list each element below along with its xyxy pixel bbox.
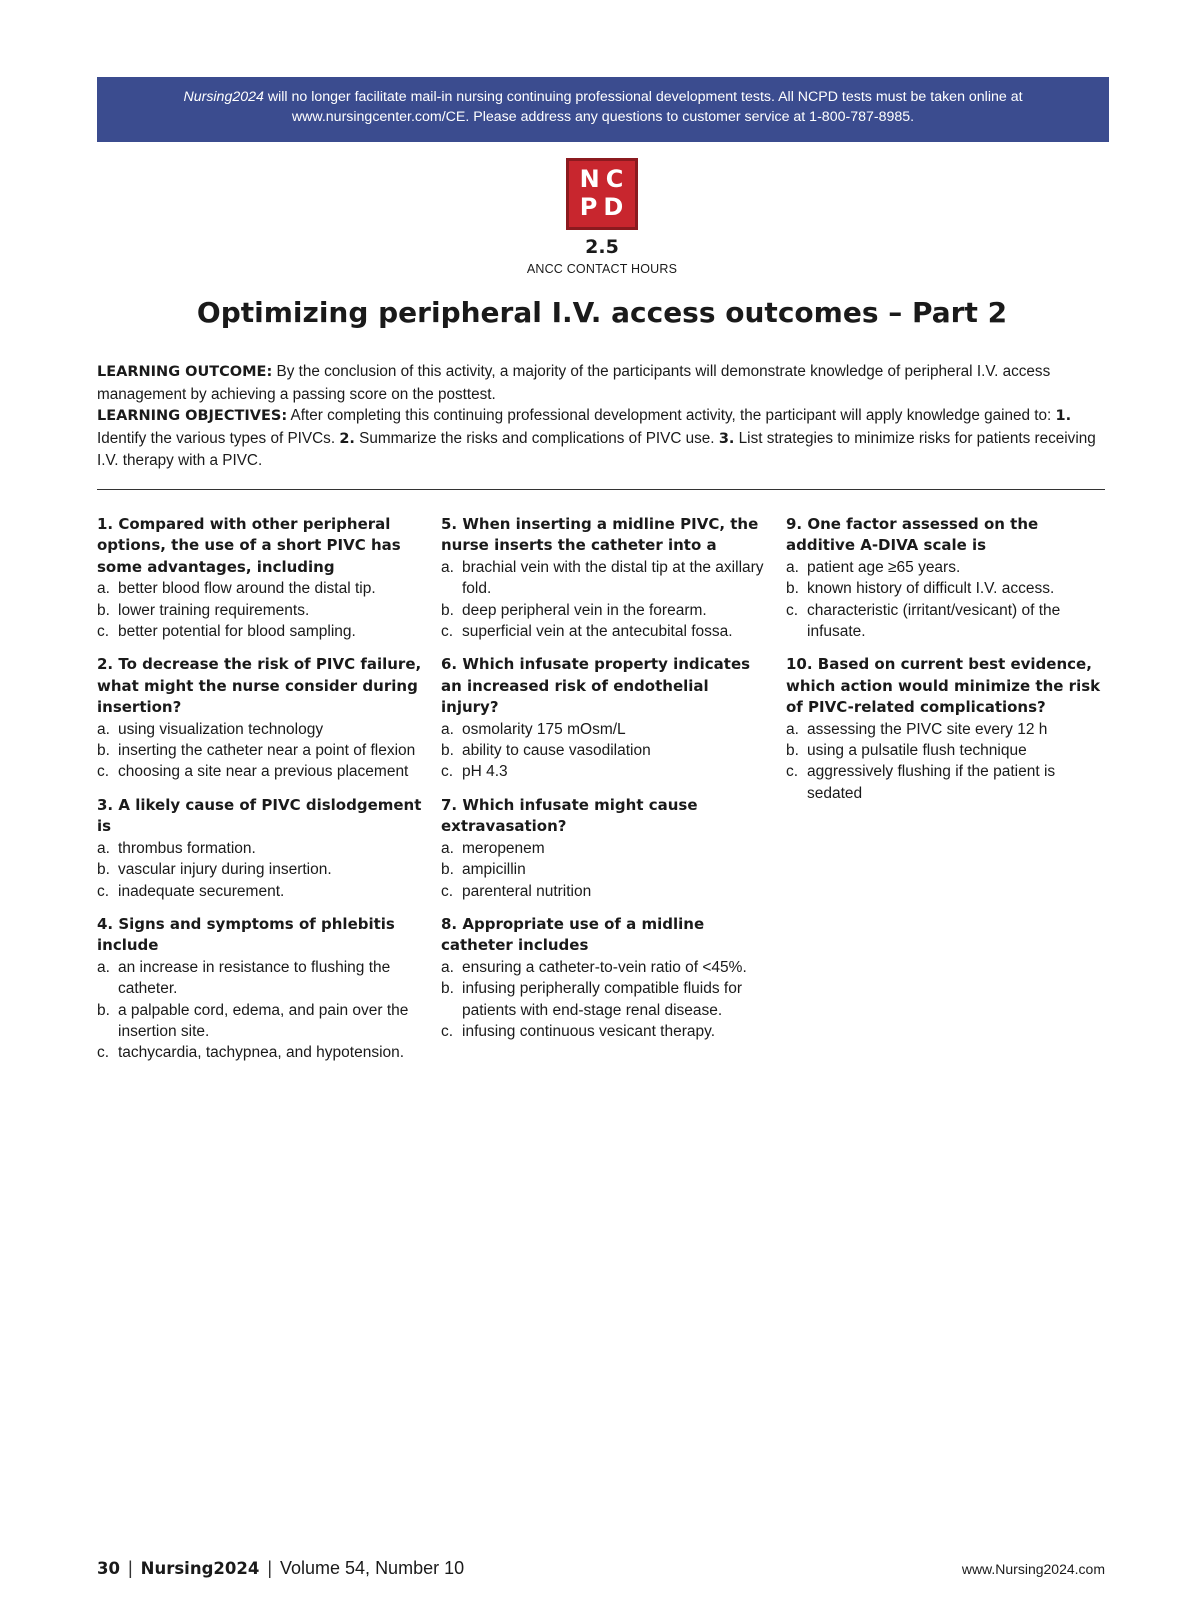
option-a <box>786 557 1106 578</box>
option-text: using visualization technology <box>118 720 324 738</box>
option-letter: a. <box>441 558 454 576</box>
option-text: thrombus formation. <box>118 839 256 857</box>
question-7 <box>441 795 771 902</box>
option-letter: a. <box>441 958 454 976</box>
option-b <box>786 578 1106 599</box>
objective-2-text: Summarize the risks and complications of PIVC use. <box>354 429 719 447</box>
option-a <box>441 957 771 978</box>
option-a <box>441 719 771 740</box>
learning-objectives <box>97 405 1109 472</box>
option-c <box>441 761 771 782</box>
option-letter: c. <box>97 1044 110 1062</box>
learning-outcome-label: LEARNING OUTCOME: <box>97 364 273 380</box>
option-b <box>97 859 427 880</box>
option-b <box>441 859 771 880</box>
option-b <box>97 1000 427 1043</box>
contact-hours-label: ANCC CONTACT HOURS <box>526 262 678 276</box>
question-text: 1. Compared with other peripheral options, the use of a short PIVC has some advantages, including <box>97 515 401 576</box>
option-letter: b. <box>97 742 110 760</box>
option-text: aggressively flushing if the patient is sedated <box>807 763 1056 802</box>
learning-outcome-text: By the conclusion of this activity, a majority of the participants will demonstrate knowledge of peripheral I.V. access management by achieving a passing score on the posttest. <box>97 363 1051 403</box>
option-list <box>441 957 771 1043</box>
option-text: infusing continuous vesicant therapy. <box>462 1022 716 1040</box>
magazine-name: Nursing2024 <box>140 1559 260 1578</box>
option-letter: c. <box>441 623 454 641</box>
option-a <box>97 578 427 599</box>
option-text: ampicillin <box>462 861 526 879</box>
issue-info: Volume 54, Number 10 <box>280 1558 465 1578</box>
option-text: deep peripheral vein in the forearm. <box>462 601 707 619</box>
objective-3-text: List strategies to minimize risks for patients receiving I.V. therapy with a PIVC. <box>97 429 1096 470</box>
question-4 <box>97 914 427 1064</box>
option-c <box>441 621 771 642</box>
option-list <box>786 719 1106 805</box>
option-b <box>441 740 771 761</box>
option-text: osmolarity 175 mOsm/L <box>462 720 626 738</box>
option-text: tachycardia, tachypnea, and hypotension. <box>118 1044 405 1062</box>
banner-line-2: www.nursingcenter.com/CE. Please address any questions to customer service at 1-800-787-8985. <box>291 108 915 125</box>
option-a <box>97 838 427 859</box>
objective-1-number: 1. <box>1055 408 1072 425</box>
option-letter: c. <box>97 623 110 641</box>
notice-banner <box>97 77 1109 142</box>
ncpd-logo-top: NC <box>579 165 630 193</box>
option-text: lower training requirements. <box>118 601 310 619</box>
footer-issue-info <box>97 1558 464 1579</box>
footer-website: www.Nursing2024.com <box>961 1561 1105 1577</box>
option-text: pH 4.3 <box>462 763 508 781</box>
option-text: brachial vein with the distal tip at the axillary fold. <box>462 558 764 598</box>
option-letter: b. <box>441 861 454 879</box>
option-b <box>786 740 1106 761</box>
banner-line-1-text: will no longer facilitate mail-in nursing continuing professional development tests. All NCPD tests must be taken online at <box>263 89 1023 105</box>
learning-outcome <box>97 361 1109 405</box>
ncpd-logo-bottom: PD <box>579 193 630 221</box>
option-text: inadequate securement. <box>118 882 285 900</box>
option-text: an increase in resistance to flushing the catheter. <box>118 958 391 998</box>
option-list <box>97 838 427 902</box>
footer-separator: | <box>127 1558 133 1578</box>
option-list <box>441 838 771 902</box>
option-c <box>97 881 427 902</box>
question-text: 2. To decrease the risk of PIVC failure, what might the nurse consider during insertion? <box>97 655 422 717</box>
option-letter: a. <box>97 958 110 976</box>
option-text: known history of difficult I.V. access. <box>807 580 1055 598</box>
contact-hours-value: 2.5 <box>585 236 619 258</box>
option-a <box>97 719 427 740</box>
question-text: 7. Which infusate might cause extravasation? <box>441 795 698 836</box>
question-6 <box>441 654 771 782</box>
question-1 <box>97 514 427 642</box>
question-2 <box>97 654 427 782</box>
question-text: 5. When inserting a midline PIVC, the nurse inserts the catheter into a <box>441 515 759 555</box>
option-letter: b. <box>441 601 454 619</box>
question-10 <box>786 654 1106 804</box>
option-letter: a. <box>97 720 110 738</box>
option-c <box>441 881 771 902</box>
option-text: ensuring a catheter-to-vein ratio of <45%. <box>462 958 747 976</box>
question-8 <box>441 914 771 1042</box>
option-letter: a. <box>786 558 799 576</box>
option-letter: c. <box>441 1022 454 1040</box>
objective-2-number: 2. <box>339 430 355 447</box>
option-a <box>441 557 771 600</box>
option-letter: c. <box>786 601 799 619</box>
option-list <box>441 557 771 643</box>
learning-intro <box>97 361 1109 472</box>
option-letter: b. <box>97 861 110 879</box>
option-b <box>97 740 427 761</box>
option-letter: c. <box>786 763 799 781</box>
option-text: parenteral nutrition <box>462 882 592 900</box>
option-text: infusing peripherally compatible fluids for patients with end-stage renal disease. <box>462 980 743 1019</box>
learning-objectives-label: LEARNING OBJECTIVES: <box>97 408 288 425</box>
option-list <box>97 719 427 783</box>
option-c <box>441 1021 771 1042</box>
option-letter: b. <box>97 601 110 619</box>
option-text: characteristic (irritant/vesicant) of the infusate. <box>807 601 1061 641</box>
option-text: choosing a site near a previous placement <box>118 763 409 781</box>
option-letter: b. <box>97 1001 110 1019</box>
option-letter: c. <box>97 882 110 900</box>
option-letter: b. <box>786 580 799 598</box>
question-text: 9. One factor assessed on the additive A-DIVA scale is <box>786 515 1039 555</box>
option-a <box>97 957 427 1000</box>
question-column-1 <box>97 514 427 1076</box>
option-letter: b. <box>441 980 454 998</box>
footer-separator: | <box>267 1558 272 1578</box>
page-title: Optimizing peripheral I.V. access outcomes – Part 2 <box>196 296 1008 329</box>
page-number: 30 <box>97 1559 120 1578</box>
option-text: better blood flow around the distal tip. <box>118 580 376 598</box>
option-letter: a. <box>441 839 454 857</box>
option-a <box>786 719 1106 740</box>
option-letter: a. <box>786 720 799 738</box>
option-b <box>97 600 427 621</box>
option-text: vascular injury during insertion. <box>118 861 332 879</box>
option-b <box>441 600 771 621</box>
option-letter: a. <box>97 580 110 598</box>
option-letter: c. <box>97 763 110 781</box>
question-3 <box>97 795 427 902</box>
option-letter: b. <box>786 742 799 760</box>
option-letter: b. <box>441 742 454 760</box>
option-a <box>441 838 771 859</box>
question-text: 3. A likely cause of PIVC dislodgement is <box>97 795 422 836</box>
option-c <box>786 600 1106 643</box>
option-text: ability to cause vasodilation <box>462 742 651 760</box>
option-letter: c. <box>441 882 454 900</box>
objective-1-text: Identify the various types of PIVCs. <box>97 429 340 447</box>
question-column-3 <box>786 514 1106 816</box>
option-text: better potential for blood sampling. <box>118 623 356 641</box>
option-text: inserting the catheter near a point of flexion <box>118 742 416 760</box>
option-list <box>97 957 427 1064</box>
option-text: using a pulsatile flush technique <box>807 742 1027 760</box>
option-list <box>97 578 427 642</box>
option-c <box>97 761 427 782</box>
objective-3-number: 3. <box>718 430 735 447</box>
question-text: 4. Signs and symptoms of phlebitis include <box>97 914 395 955</box>
option-text: meropenem <box>462 839 545 857</box>
option-c <box>786 761 1106 804</box>
question-column-2 <box>441 514 771 1054</box>
option-list <box>786 557 1106 643</box>
option-text: superficial vein at the antecubital fossa. <box>462 623 733 641</box>
ncpd-logo <box>566 158 638 230</box>
option-b <box>441 978 771 1021</box>
option-text: a palpable cord, edema, and pain over the insertion site. <box>118 1001 409 1040</box>
banner-line-1 <box>117 88 1089 108</box>
option-c <box>97 621 427 642</box>
option-letter: c. <box>441 763 454 781</box>
question-9 <box>786 514 1106 642</box>
banner-magazine-name: Nursing2024 <box>183 89 264 105</box>
question-text: 6. Which infusate property indicates an increased risk of endothelial injury? <box>441 655 751 717</box>
divider <box>97 489 1105 490</box>
option-text: assessing the PIVC site every 12 h <box>807 720 1048 738</box>
question-5 <box>441 514 771 642</box>
option-c <box>97 1042 427 1063</box>
option-letter: a. <box>97 839 110 857</box>
learning-objectives-text: After completing this continuing professional development activity, the participant will apply knowledge gained to: <box>287 407 1052 425</box>
question-text: 10. Based on current best evidence, which action would minimize the risk of PIVC-related complications? <box>786 655 1101 717</box>
option-letter: a. <box>441 720 454 738</box>
question-text: 8. Appropriate use of a midline catheter includes <box>441 914 705 955</box>
option-list <box>441 719 771 783</box>
option-text: patient age ≥65 years. <box>807 558 961 576</box>
